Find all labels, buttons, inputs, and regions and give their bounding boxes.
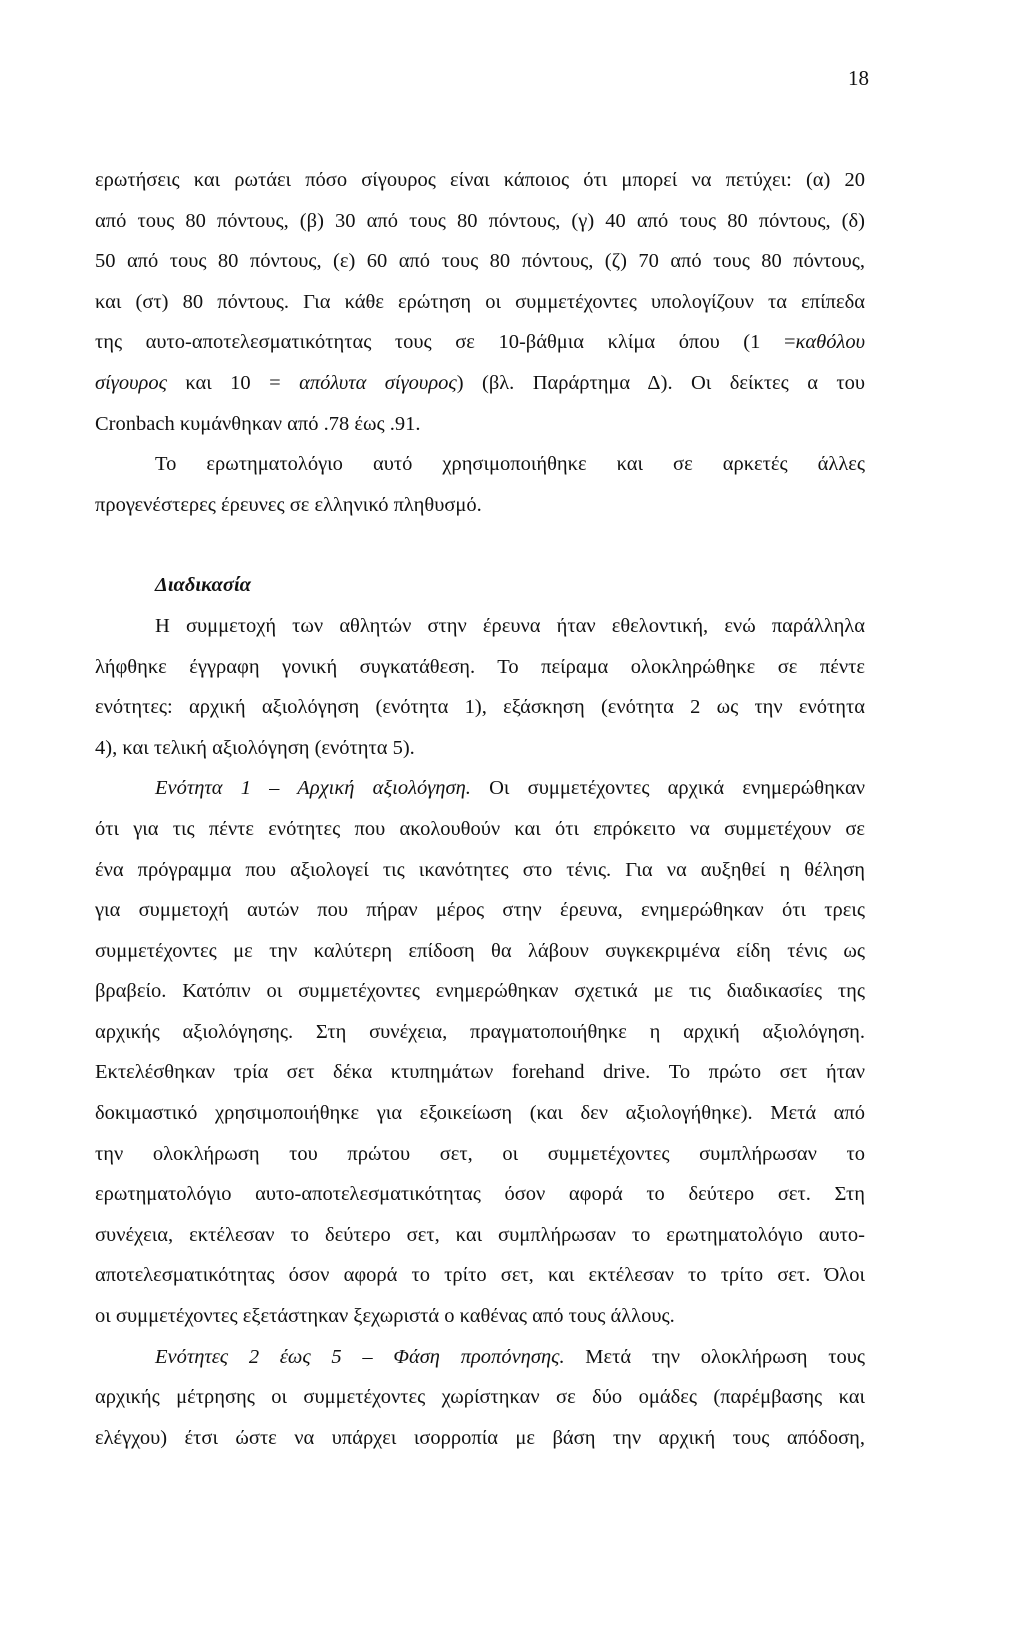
text-line: ενότητες: αρχική αξιολόγηση (ενότητα 1), εξάσκηση (ενότητα 2 ως την ενότητα	[95, 696, 865, 719]
text-line: λήφθηκε έγγραφη γονική συγκατάθεση. Το πείραμα ολοκληρώθηκε σε πέντε	[95, 655, 865, 678]
paragraph-questionnaire	[95, 160, 865, 444]
text-line: ελέγχου) έτσι ώστε να υπάρχει ισορροπία με βάση την αρχική τους απόδοση,	[95, 1426, 865, 1449]
text-fragment: της αυτο-αποτελεσματικότητας τους σε 10-βάθμια κλίμα όπου (1 =	[95, 331, 796, 354]
text-line: αρχικής αξιολόγησης. Στη συνέχεια, πραγματοποιήθηκε η αρχική αξιολόγηση.	[95, 1020, 865, 1043]
paragraph-unit-1	[95, 768, 865, 1336]
text-line: 50 από τους 80 πόντους, (ε) 60 από τους 80 πόντους, (ζ) 70 από τους 80 πόντους,	[95, 250, 865, 273]
page-number: 18	[848, 66, 869, 90]
text-line: 4), και τελική αξιολόγηση (ενότητα 5).	[95, 736, 415, 759]
text-line: ένα πρόγραμμα που αξιολογεί τις ικανότητες στο τένις. Για να αυξηθεί η θέληση	[95, 858, 865, 881]
text-line	[95, 768, 865, 809]
text-line: Το ερωτηματολόγιο αυτό χρησιμοποιήθηκε και σε αρκετές άλλες	[155, 453, 865, 476]
text-fragment: Μετά την ολοκλήρωση τους	[564, 1345, 866, 1368]
text-line: προγενέστερες έρευνες σε ελληνικό πληθυσμό.	[95, 493, 482, 516]
text-line: Εκτελέσθηκαν τρία σετ δέκα κτυπημάτων forehand drive. Το πρώτο σετ ήταν	[95, 1061, 865, 1084]
subsection-title: Ενότητες 2 έως 5 – Φάση προπόνησης.	[155, 1345, 565, 1368]
text-line	[95, 363, 865, 404]
text-line: δοκιμαστικό χρησιμοποιήθηκε για εξοικείωση (και δεν αξιολογήθηκε). Μετά από	[95, 1102, 865, 1125]
subsection-title: Ενότητα 1 – Αρχική αξιολόγηση.	[155, 777, 471, 800]
text-line: και (στ) 80 πόντους. Για κάθε ερώτηση οι συμμετέχοντες υπολογίζουν τα επίπεδα	[95, 290, 865, 313]
paragraph-previous-use	[95, 444, 865, 525]
section-procedure	[95, 565, 865, 768]
text-line	[95, 1337, 865, 1378]
text-line: συμμετέχοντες με την καλύτερη επίδοση θα λάβουν συγκεκριμένα είδη τένις ως	[95, 939, 865, 962]
text-fragment: Οι συμμετέχοντες αρχικά ενημερώθηκαν	[470, 777, 865, 800]
text-line: την ολοκλήρωση του πρώτου σετ, οι συμμετέχοντες συμπλήρωσαν το	[95, 1142, 865, 1165]
text-line: ότι για τις πέντε ενότητες που ακολουθούν και ότι επρόκειτο να συμμετέχουν σε	[95, 817, 865, 840]
paragraph-unit-2-5	[95, 1337, 865, 1459]
text-line: Η συμμετοχή των αθλητών στην έρευνα ήταν εθελοντική, ενώ παράλληλα	[155, 614, 865, 637]
text-line: βραβείο. Κατόπιν οι συμμετέχοντες ενημερώθηκαν σχετικά με τις διαδικασίες της	[95, 980, 865, 1003]
text-line: ερωτηματολόγιο αυτο-αποτελεσματικότητας όσον αφορά το δεύτερο σετ. Στη	[95, 1183, 865, 1206]
text-line: αρχικής μέτρησης οι συμμετέχοντες χωρίστηκαν σε δύο ομάδες (παρέμβασης και	[95, 1386, 865, 1409]
italic-term: σίγουρος	[95, 371, 167, 394]
text-line: αποτελεσματικότητας όσον αφορά το τρίτο σετ, και εκτέλεσαν το τρίτο σετ. Όλοι	[95, 1264, 865, 1287]
italic-term: καθόλου	[795, 331, 865, 354]
text-line: οι συμμετέχοντες εξετάστηκαν ξεχωριστά ο καθένας από τους άλλους.	[95, 1305, 675, 1328]
text-line: Cronbach κυμάνθηκαν από .78 έως .91.	[95, 412, 421, 435]
text-fragment: και 10 =	[166, 371, 300, 394]
section-heading: Διαδικασία	[155, 574, 251, 597]
italic-term: απόλυτα σίγουρος	[299, 371, 457, 394]
text-line: ερωτήσεις και ρωτάει πόσο σίγουρος είναι κάποιος ότι μπορεί να πετύχει: (α) 20	[95, 169, 865, 191]
text-line: από τους 80 πόντους, (β) 30 από τους 80 πόντους, (γ) 40 από τους 80 πόντους, (δ)	[95, 209, 865, 232]
text-line: για συμμετοχή αυτών που πήραν μέρος στην έρευνα, ενημερώθηκαν ότι τρεις	[95, 899, 865, 922]
text-line	[95, 322, 865, 363]
text-line: συνέχεια, εκτέλεσαν το δεύτερο σετ, και συμπλήρωσαν το ερωτηματολόγιο αυτο-	[95, 1223, 865, 1246]
text-fragment: ) (βλ. Παράρτημα Δ). Οι δείκτες α του	[456, 371, 865, 394]
spacer	[95, 525, 865, 565]
document-body	[95, 160, 865, 1458]
